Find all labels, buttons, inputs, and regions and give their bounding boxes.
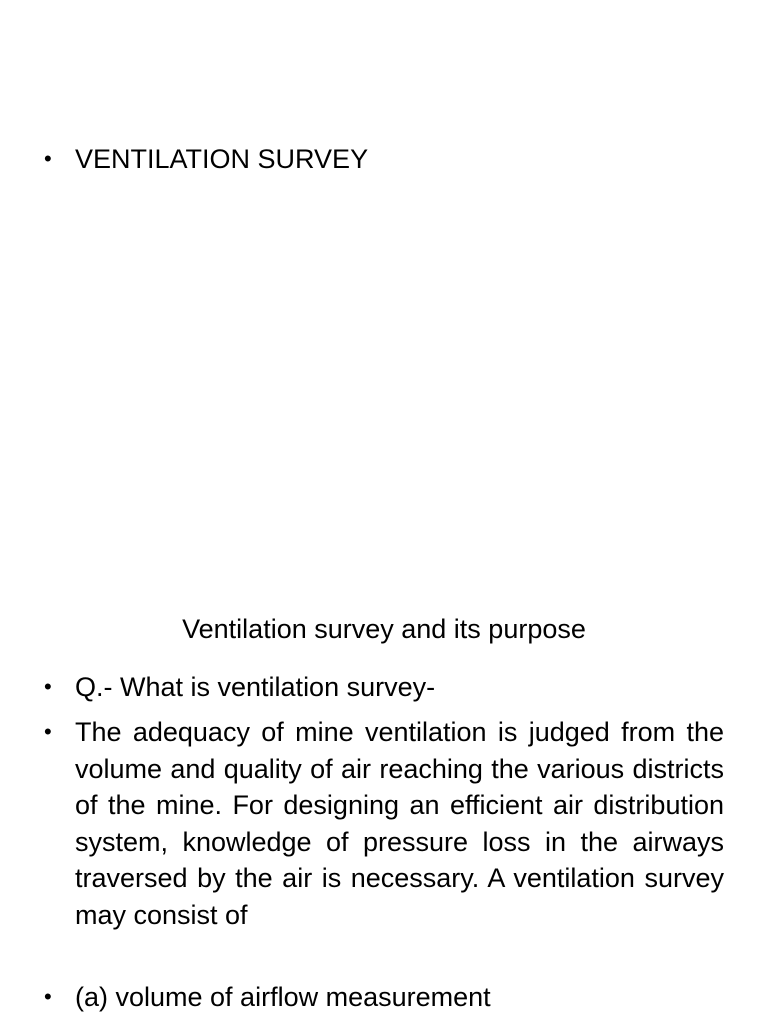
bullet-item-question (44, 669, 724, 706)
bullet-text: Q.- What is ventilation survey- (75, 672, 436, 702)
bullet-text: The adequacy of mine ventilation is judged from the volume and quality of air reaching the various districts of the mine. For designing an efficient air distribution system, knowledge of pressure loss in the airways traversed by the air is necessary. A ventilation survey may consist of (75, 717, 724, 930)
bullet-item-paragraph (44, 714, 724, 933)
bullet-text: (a) volume of airflow measurement (75, 982, 491, 1012)
bullet-icon: • (44, 146, 52, 171)
bullet-icon: • (44, 984, 52, 1009)
bullet-icon: • (44, 674, 52, 699)
bullet-icon: • (44, 719, 52, 744)
bullet-item-ventilation-survey (44, 141, 724, 178)
slide-title: Ventilation survey and its purpose (182, 614, 586, 644)
bullet-text: VENTILATION SURVEY (75, 144, 369, 174)
bullet-item-airflow (44, 979, 724, 1016)
